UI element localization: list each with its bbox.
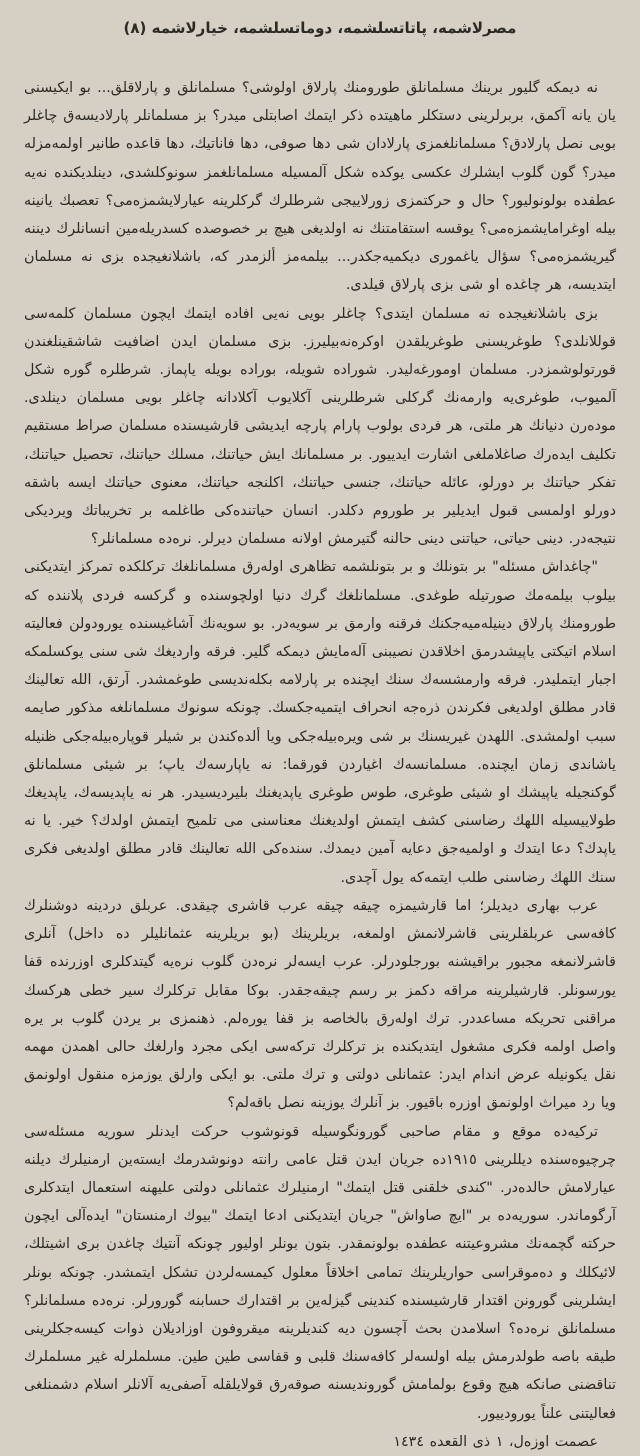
signature-line: عصمت اوزەل، ١ ذى القعده ١٤٣٤ — [393, 1433, 598, 1450]
article-title: مصرلاشمه، پاتاتسلشمه، دوماتسلشمه، خيارلاشمه (٨) — [123, 19, 517, 37]
article-body — [24, 74, 616, 1456]
paragraph-3: "چاغداش مسئله" بر بتونلك و بر بتونلشمه تظاهرى اولەرق مسلمانلغك تركلكده تمركز ايتديكنى بيلوب بيلمه‌مك صورتيله طوغدى. مسلمانلغك گرك دنيا اولچوسنده و گركسه فردى پلاننده كه طورومنك پارلاق دينيله‌ميه‌جكنك فرقنه وارمق بر سويه‌در. بو سويه‌نك آشاغيسنده يورودولن فعاليته اسلام اتيكتى ياپيشدرمق اخلاقدن نصيبنى آله‌مايش ديمكه گلير. فرقه وارديغك شى سنى يوكسلمكه اجبار ايتمليدر. فرقه وارمشسه‌ك سنك ايچنده بر پارلامه بكله‌نديسى طوغمشدر. آرتق، الله تعالينك قادر مطلق اولديغى فكرندن ذرەجه انحراف ايتميه‌جكسك. چونكه سونوك مسلمانلغه مذكور صايمه سبب اولمشدى. اللهدن غيريسنك بر شى ويرەبيله‌جكى ويا ألدەكندن بر شيلر قوپارەبيله‌جكى ظنيله ياشاندى زمان ايچنده. مسلمانسه‌ك اغياردن قورقما: نه ياپارسه‌ك ياپ؛ بر شيئى مسلمانلق گوكنجيله ياپيشك او شيئى طوغرى، طوس طوغرى ياپديغنك بليرديسيدر. هر نه ياپديسه‌ك، ياپديغك طولاييسيله اللهك رضاسنى كشف ايتمش اولديغنك معناسنى مى تلميح ايتمش اولدك؟ خير. يا نه ياپدك؟ دعا ايتدك و اولميه‌جق دعايه آمين ديمدك. سنده‌كى الله تعالينك قادر مطلق اولديغى فكرى سنك اللهك رضاسنى طلب ايتمه‌كه يول آچدى. — [24, 559, 616, 886]
paragraph-1: نه ديمكه گليور برينك مسلمانلق طورومنك پارلاق اولوشى؟ مسلمانلق و پارلاقلق... بو ايكيسنى يان يانه آكمق، بربرلرينى دستكلر ماهيتده ذكر ايتمك اصابتلى ميدر؟ بز مسلمانلر پارلاديسه‌ق چاغلر بويى نصل پارلادق؟ مسلمانلغمزى پارلادان شى دها صوفى، دها فاناتيك، دها قاعده طانير اولمه‌مزله ميدر؟ گون گلوب ايشلرك عكسى يوكده شكل آلمسيله مسلمانلغمز سونوكلشدى، دينلديكنده نه‌يه عطفده بولونوليور؟ حال و حركتمزى زورلاييجى شرطلرك گركلرينه عيارلايشمزه‌مى؟ تعصبك يانينه بيله اوغرامايشمزه‌مى؟ يوقسه استقامتنك نه اولديغى هيچ بر خصوصده كسدريله‌مين انسانلرك ديننه گيريشمزه‌مى؟ سؤال ياغمورى ديكميه‌جكدر... بيلمه‌مز ألزمدر كه، باشلانغيجده بزى نه مسلمان ايتديسه، هر چاغده او شى بزى پارلاق قيلدى. — [24, 80, 616, 294]
paragraph-2: بزى باشلانغيجده نه مسلمان ايتدى؟ چاغلر بويى نه‌يى افاده ايتمك ايچون مسلمان كلمه‌سى قوللانلدى؟ طوغريسنى طوغريلقدن اوكره‌نه‌بيليرز. بزى مسلمان ايدن اضافيت شاشقينلغندن قورتولوشمزدر. مسلمان اومورغه‌ليدر. شوراده شويله، بوراده بويله ياپماز. شرطلره گوره شكل آلميوب، طوغرى‌يه وارمه‌نك گركلى شرطلرينى آكلايوب آكلادانه چاغلر بويى مسلمان دينلدى. مودەرن دنيانك هر ملتى، هر فردى بولوب پارام پارچه ايديشى قارشيسنده مسلمان صراط مستقيم تكليف ايدەرك صاغلاملغى اشارت ايدييور. بر مسلمانك ايش حياتنك، مسلك حياتنك، تحصيل حياتنك، تفكر حياتنك بر دورلو، عائله حياتنك، جنسى حياتنك، اكلنجه حياتنك، معنوى حياتنك ايسه باشقه دورلو اولمسى قبول ايديلير بر طوروم دكلدر. انسان حياتنده‌كى طاغلمه بر تخريباتك ويرديكى نتيجه‌در. دينى حياتى، حياتنى دينى حالنه گتيرمش اولانه مسلمان ديرلر. نرەده مسلمانلر؟ — [24, 305, 616, 548]
paragraph-5: تركيه‌ده موقع و مقام صاحبى گورونگوسيله قونوشوب حركت ايدنلر سوريه مسئله‌سى چرچيوه‌سنده ديللرينى ١٩١٥ده جريان ايدن قتل عامى رانته دونوشدرمك ايسته‌ين ارمنيلرك ديلنه عيارلامش حالدەدر. "كندى خلقنى قتل ايتمك" ارمنيلرك عثمانلى دولتى عليهنه استعمال ايتدكلرى آرگوماندر. سوريه‌ده بر "ايچ صاواش" جريان ايتديكنى ادعا ايتمك "بيوك ارمنستان" ايدەآلى ايچون حركته گچمه‌نك مشروعيتنه عطفده بولونمقدر. بتون بونلر اوليور چونكه آنتيك چاغدن برى اشيتلك، لائيكلك و دەموقراسى حواريلرينك تمامى اخلاقاً معلول كيمسه‌لردن تشكل ايتمشدر. چونكه بونلر ايشلرينى گورونن اقتدار قارشيسنده كندينى گيزله‌ين بر اقتدارك حسابنه گورورلر. نرەده مسلمانلر؟ مسلمانلق نرەده؟ اسلامدن بحث آچسون ديه كنديلرينه ميقروفون اوزاديلان ذوات كيسه‌جكلرينى طيقه باصه طولدرمش بيله اولسه‌لر كافه‌سنك قلبى و قفاسى طين طين. مسلملرله غير مسلملرك تناقضنى صانكه هيچ وقوع بولمامش گورونديسنه صوقەرق قولايلقله آصفى‌يه آلانلر اسلام دشمنلغى فعاليتنى علناً يورودييور. — [24, 1123, 616, 1422]
paragraph-4: عرب بهارى ديديلر؛ اما قارشيمزه چيقه چيقه عرب قاشرى چيقدى. عربلق دردينه دوشنلرك كافه‌سى عربلقلرينى قاشرلانمش اولمغه، بريلرينك (بو بريلرينه عثمانليلر ده داخل) آنلرى قاشرلانمغه مجبور براقيشنه بورجلودرلر. عرب ايسه‌لر نرەدن گلوب نره‌يه گيتدكلرى اوزرنده قفا يورسونلر. قارشيلرينه مراقه دكمز بر رسم چيقه‌جقدر. بوكا مقابل تركلرك سير خطى هركسك مراقنى تحريكه مساعددر. ترك اولەرق بالخاصه بز قفا يورەلم. ذهنمزى بر يردن گلوب بر يره واصل اولمه فكرى مشغول ايتديكنده بز تركلرك تركه‌سى ايكى مجرد وارلغك حالى اهمدن مهمه نقل يكونيله عرض اندام ايدر: عثمانلى دولتى و ترك ملتى. بو ايكى وارلق يوزمزه منقول اولونمق ويا رد ميراث اولونمق اوزره باقيور. بز آنلرك يوزينه نصل باقه‌لم؟ — [24, 897, 616, 1112]
